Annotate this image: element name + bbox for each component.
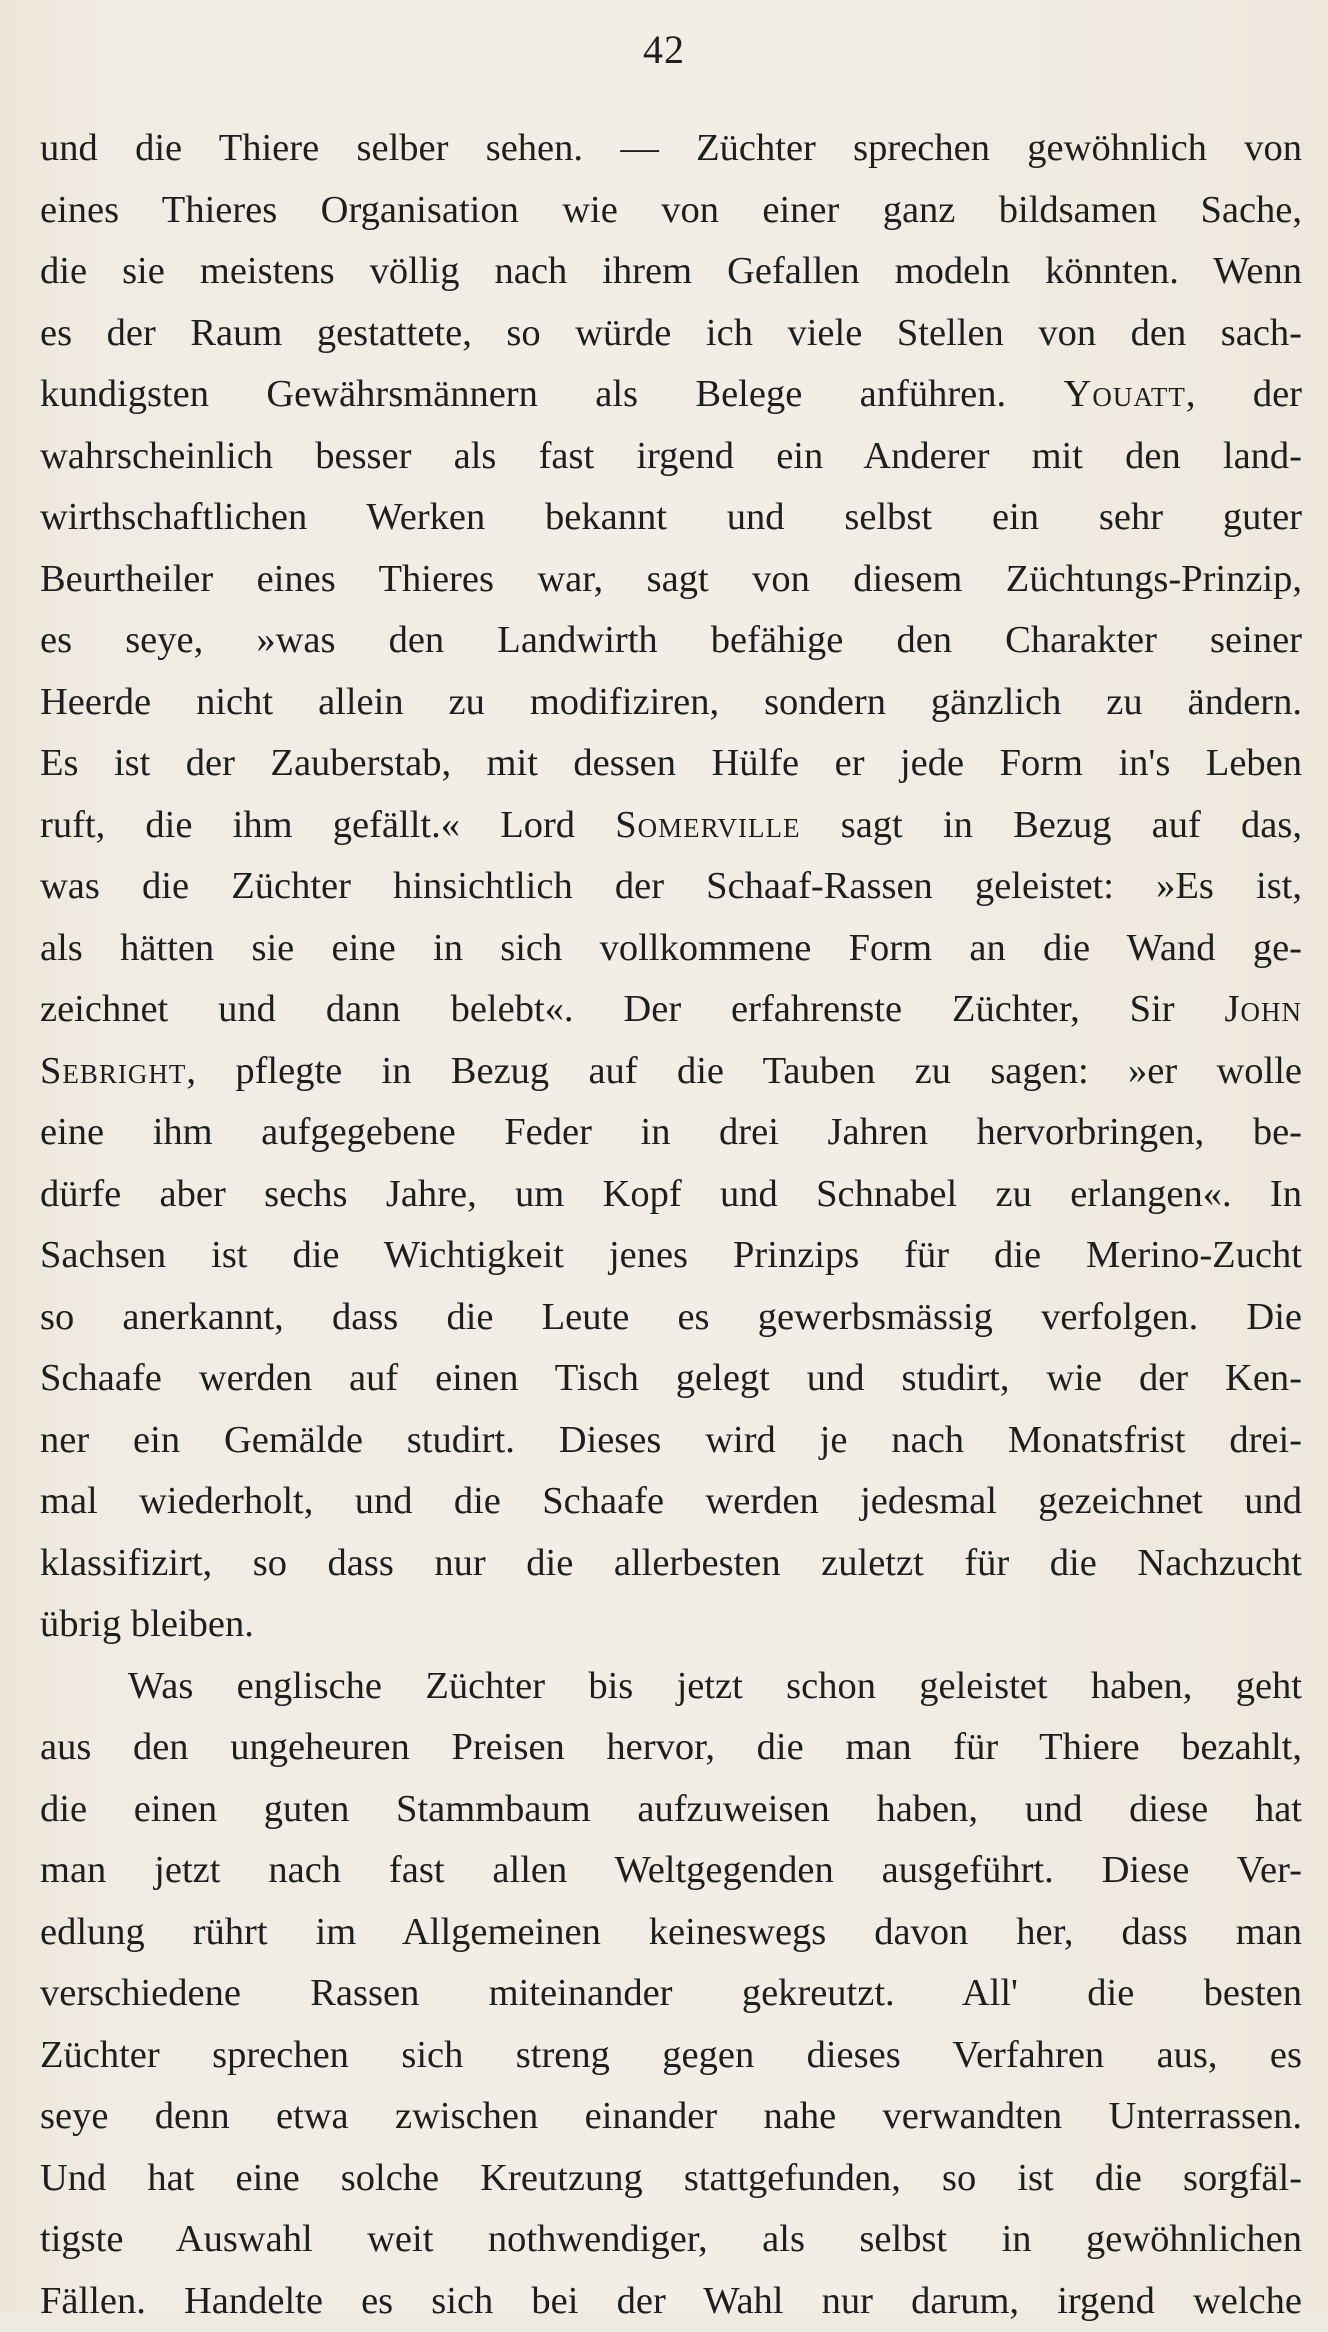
text-line <box>40 2271 1302 2332</box>
text-line <box>40 733 1302 795</box>
body-text <box>40 118 1302 2332</box>
text-segment: Züchter sprechen sich streng gegen dieses Verfahren aus, es <box>40 2034 1302 2076</box>
small-caps-name: Sebright <box>40 1050 186 1092</box>
text-segment: dürfe aber sechs Jahre, um Kopf und Schnabel zu erlangen«. In <box>40 1173 1302 1215</box>
text-line <box>40 918 1302 980</box>
text-segment: so anerkannt, dass die Leute es gewerbsmässig verfolgen. Die <box>40 1296 1302 1338</box>
text-line <box>40 549 1302 611</box>
text-segment: Schaafe werden auf einen Tisch gelegt und studirt, wie der Ken- <box>40 1357 1302 1399</box>
text-line <box>40 856 1302 918</box>
text-line <box>40 2209 1302 2271</box>
text-line <box>40 979 1302 1041</box>
text-segment: seye denn etwa zwischen einander nahe verwandten Unterrassen. <box>40 2095 1302 2137</box>
small-caps-name: John <box>1225 988 1302 1030</box>
text-segment: edlung rührt im Allgemeinen keineswegs davon her, dass man <box>40 1911 1302 1953</box>
text-segment: , pflegte in Bezug auf die Tauben zu sagen: »er wolle <box>186 1050 1302 1092</box>
text-segment: und die Thiere selber sehen. — Züchter sprechen gewöhnlich von <box>40 127 1302 169</box>
text-segment: es der Raum gestattete, so würde ich viele Stellen von den sach- <box>40 312 1302 354</box>
text-segment: tigste Auswahl weit nothwendiger, als selbst in gewöhnlichen <box>40 2218 1302 2260</box>
text-segment: wirthschaftlichen Werken bekannt und selbst ein sehr guter <box>40 496 1302 538</box>
text-line <box>40 1717 1302 1779</box>
text-segment: übrig bleiben. <box>40 1603 254 1645</box>
text-line <box>40 426 1302 488</box>
text-line <box>40 364 1302 426</box>
text-line <box>40 1287 1302 1349</box>
text-segment: Heerde nicht allein zu modifiziren, sondern gänzlich zu ändern. <box>40 681 1302 723</box>
text-line <box>40 1164 1302 1226</box>
text-segment: wahrscheinlich besser als fast irgend ein Anderer mit den land- <box>40 435 1302 477</box>
text-segment: was die Züchter hinsichtlich der Schaaf-Rassen geleistet: »Es ist, <box>40 865 1302 907</box>
text-segment: ner ein Gemälde studirt. Dieses wird je nach Monatsfrist drei- <box>40 1419 1302 1461</box>
text-line <box>40 2148 1302 2210</box>
text-segment: die sie meistens völlig nach ihrem Gefallen modeln könnten. Wenn <box>40 250 1302 292</box>
text-segment: sagt in Bezug auf das, <box>801 804 1303 846</box>
text-segment: ruft, die ihm gefällt.« Lord <box>40 804 615 846</box>
text-segment: Was englische Züchter bis jetzt schon geleistet haben, geht <box>128 1665 1302 1707</box>
text-segment: Es ist der Zauberstab, mit dessen Hülfe er jede Form in's Leben <box>40 742 1302 784</box>
text-line <box>40 1102 1302 1164</box>
text-segment: , der <box>1186 373 1302 415</box>
text-line <box>40 1348 1302 1410</box>
text-segment: kundigsten Gewährsmännern als Belege anführen. <box>40 373 1064 415</box>
text-segment: zeichnet und dann belebt«. Der erfahrenste Züchter, Sir <box>40 988 1225 1030</box>
text-line <box>40 1041 1302 1103</box>
text-segment: klassifizirt, so dass nur die allerbesten zuletzt für die Nachzucht <box>40 1542 1302 1584</box>
text-line <box>40 1840 1302 1902</box>
text-line <box>40 303 1302 365</box>
text-segment: Beurtheiler eines Thieres war, sagt von diesem Züchtungs-Prinzip, <box>40 558 1302 600</box>
text-segment: Fällen. Handelte es sich bei der Wahl nur darum, irgend welche <box>40 2280 1302 2322</box>
text-segment: aus den ungeheuren Preisen hervor, die man für Thiere bezahlt, <box>40 1726 1302 1768</box>
text-segment: es seye, »was den Landwirth befähige den Charakter seiner <box>40 619 1302 661</box>
text-segment: die einen guten Stammbaum aufzuweisen haben, und diese hat <box>40 1788 1302 1830</box>
text-segment: Und hat eine solche Kreutzung stattgefunden, so ist die sorgfäl- <box>40 2157 1302 2199</box>
text-segment: Sachsen ist die Wichtigkeit jenes Prinzips für die Merino-Zucht <box>40 1234 1302 1276</box>
text-segment: mal wiederholt, und die Schaafe werden jedesmal gezeichnet und <box>40 1480 1302 1522</box>
text-line <box>40 487 1302 549</box>
text-line <box>40 2086 1302 2148</box>
text-line <box>40 1471 1302 1533</box>
text-line <box>40 610 1302 672</box>
text-line <box>40 1963 1302 2025</box>
text-line <box>40 1594 1302 1656</box>
text-line <box>40 1656 1302 1718</box>
small-caps-name: Somerville <box>615 804 800 846</box>
text-line <box>40 118 1302 180</box>
text-line <box>40 1533 1302 1595</box>
text-segment: verschiedene Rassen miteinander gekreutzt. All' die besten <box>40 1972 1302 2014</box>
text-line <box>40 2025 1302 2087</box>
text-line <box>40 1410 1302 1472</box>
small-caps-name: Youatt <box>1064 373 1186 415</box>
text-line <box>40 1779 1302 1841</box>
text-segment: eines Thieres Organisation wie von einer ganz bildsamen Sache, <box>40 189 1302 231</box>
text-line <box>40 180 1302 242</box>
text-segment: eine ihm aufgegebene Feder in drei Jahren hervorbringen, be- <box>40 1111 1302 1153</box>
text-line <box>40 672 1302 734</box>
text-line <box>40 1902 1302 1964</box>
text-segment: als hätten sie eine in sich vollkommene Form an die Wand ge- <box>40 927 1302 969</box>
text-line <box>40 795 1302 857</box>
page-number: 42 <box>0 26 1328 74</box>
text-line <box>40 241 1302 303</box>
text-segment: man jetzt nach fast allen Weltgegenden ausgeführt. Diese Ver- <box>40 1849 1302 1891</box>
text-line <box>40 1225 1302 1287</box>
